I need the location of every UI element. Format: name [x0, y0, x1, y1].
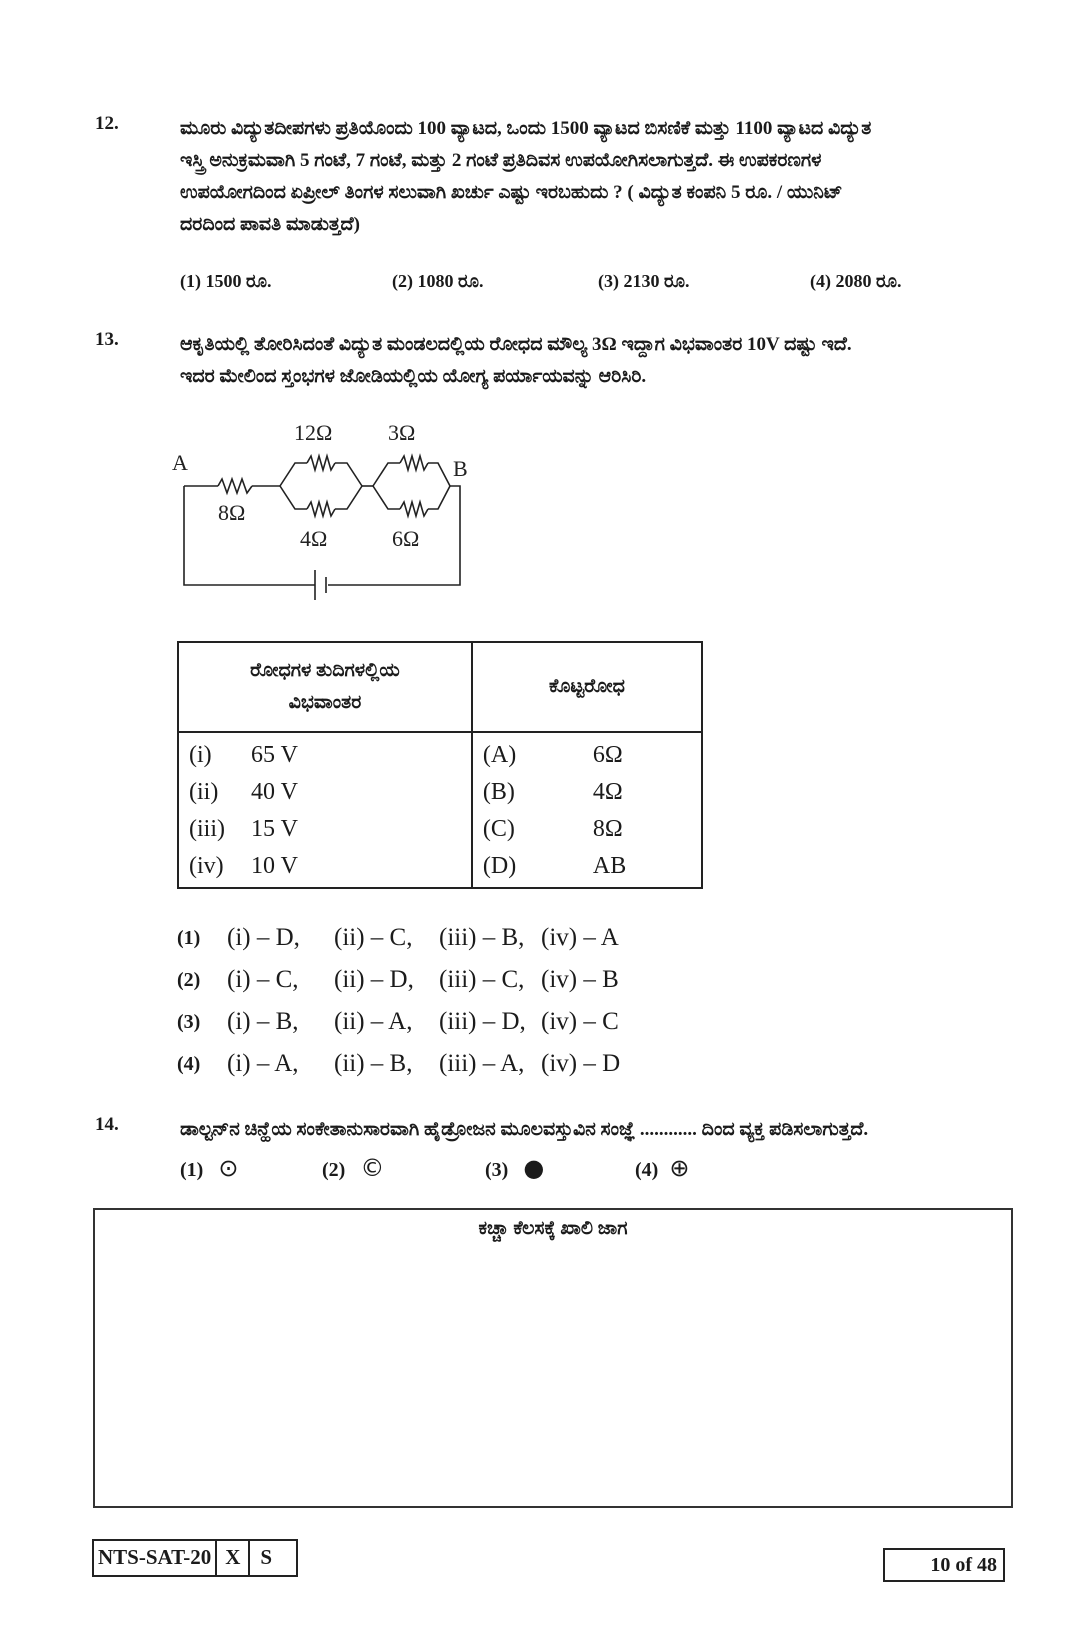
resistor-6-branch [373, 486, 400, 509]
table-header-right: ಕೊಟ್ಟರೋಧ [472, 642, 702, 732]
row-label: (C) [482, 816, 515, 842]
option-4[interactable] [177, 1043, 647, 1085]
option-number: (3) [485, 1159, 509, 1181]
row-value: 10 V [251, 853, 298, 879]
table-row [189, 848, 463, 885]
option-3[interactable]: (3) 2130 ರೂ. [598, 271, 690, 291]
row-value: 15 V [251, 816, 298, 842]
option-part: (iii) – A, [439, 1050, 525, 1077]
resistor-4-branch [280, 486, 307, 509]
table-row [483, 737, 693, 774]
option-number: (2) [322, 1159, 346, 1181]
option-number: (4) [635, 1159, 659, 1181]
resistor-3 [400, 456, 428, 470]
question-line: ಉಪಯೋಗದಿಂದ ಏಪ್ರೀಲ್ ತಿಂಗಳ ಸಲುವಾಗಿ ಖರ್ಚು ಎಷ್ಟು ಇರಬಹುದು ? ( ವಿದ್ಯುತ ಕಂಪನಿ 5 ರೂ. / ಯುನಿಟ್ [180, 182, 843, 203]
matching-table [177, 641, 703, 889]
question-line: ಆಕೃತಿಯಲ್ಲಿ ತೋರಿಸಿದಂತೆ ವಿದ್ಯುತ ಮಂಡಲದಲ್ಲಿಯ ರೋಧದ ಮೌಲ್ಯ 3Ω ಇದ್ದಾಗ ವಿಭವಾಂತರ 10V ದಷ್ಟು ಇದೆ. [180, 334, 852, 355]
question-number: 13. [95, 329, 119, 350]
copyright-icon: © [360, 1154, 385, 1182]
question-line: ಇದರ ಮೇಲಿಂದ ಸ್ತಂಭಗಳ ಜೋಡಿಯಲ್ಲಿಯ ಯೋಗ್ಯ ಪರ್ಯಾಯವನ್ನು ಆರಿಸಿರಿ. [180, 366, 647, 387]
option-part: (i) – B, [227, 1008, 299, 1035]
question-14 [95, 1114, 1025, 1194]
row-value: 65 V [251, 742, 298, 768]
resistor-12-branch [280, 463, 307, 486]
question-text [180, 1114, 1025, 1146]
question-line: ಮೂರು ವಿದ್ಯುತದೀಪಗಳು ಪ್ರತಿಯೊಂದು 100 ವ್ಯಾಟದ, ಒಂದು 1500 ವ್ಯಾಟದ ಬಿಸಣಿಕೆ ಮತ್ತು 1100 ವ್ಯಾಟದ ವಿದ್ಯುತ [180, 118, 872, 139]
option-2[interactable] [177, 959, 647, 1001]
row-label: (A) [482, 742, 517, 768]
label-a: A [172, 450, 188, 475]
option-number: (4) [177, 1053, 201, 1075]
circuit-wire [184, 486, 315, 585]
option-part: (i) – C, [227, 966, 299, 993]
circuit-diagram [170, 420, 490, 605]
resistor-6 [400, 502, 428, 516]
footer-code-box [92, 1539, 298, 1577]
option-number: (3) [177, 1011, 201, 1033]
option-3[interactable] [485, 1154, 544, 1182]
label-6-ohm: 6Ω [392, 526, 420, 551]
resistor-4 [307, 502, 335, 516]
exam-language: S [260, 1545, 273, 1569]
row-value: 6Ω [592, 742, 623, 768]
question-line: ದರದಿಂದ ಪಾವತಿ ಮಾಡುತ್ತದೆ) [180, 214, 360, 235]
table-row [483, 774, 693, 811]
row-label: (D) [482, 853, 517, 879]
exam-class: X [217, 1541, 250, 1575]
row-value: 8Ω [592, 816, 623, 842]
option-3[interactable] [177, 1001, 647, 1043]
option-part: (iv) – A [541, 924, 619, 951]
question-line: ಇಸ್ತ್ರಿ ಅನುಕ್ರಮವಾಗಿ 5 ಗಂಟೆ, 7 ಗಂಟೆ, ಮತ್ತು 2 ಗಂಟೆ ಪ್ರತಿದಿವಸ ಉಪಯೋಗಿಸಲಾಗುತ್ತದೆ. ಈ ಉಪಕರಣಗಳ [180, 150, 822, 171]
resistor-8 [218, 479, 252, 493]
label-b: B [453, 456, 468, 481]
table-header-left [178, 642, 472, 732]
row-label: (iv) [189, 853, 224, 879]
circled-plus-icon: ⊕ [669, 1154, 690, 1182]
rough-work-box[interactable] [93, 1208, 1013, 1508]
option-part: (iii) – C, [439, 966, 525, 993]
exam-code: NTS-SAT-20 [94, 1541, 217, 1575]
row-label: (B) [482, 779, 515, 805]
label-4-ohm: 4Ω [300, 526, 328, 551]
option-part: (iv) – B [541, 966, 619, 993]
option-number: (1) [177, 927, 201, 949]
page-number-box [883, 1548, 1005, 1582]
option-part: (ii) – D, [334, 966, 414, 993]
question-13 [95, 329, 1025, 399]
option-2[interactable]: (2) 1080 ರೂ. [392, 271, 484, 291]
option-part: (i) – A, [227, 1050, 299, 1077]
option-2[interactable] [322, 1154, 384, 1182]
header-line: ವಿಭವಾಂತರ [288, 692, 362, 713]
option-part: (ii) – C, [334, 924, 413, 951]
table-left-column [178, 732, 472, 888]
header-line: ರೋಧಗಳ ತುದಿಗಳಲ್ಲಿಯ [250, 660, 400, 681]
question-number: 14. [95, 1114, 119, 1135]
option-number: (1) [180, 1159, 204, 1181]
row-label: (i) [189, 742, 212, 768]
option-part: (iii) – B, [439, 924, 525, 951]
filled-circle-icon: ● [523, 1154, 545, 1182]
answer-options [177, 917, 647, 1085]
row-value: 40 V [251, 779, 298, 805]
table-row [483, 811, 693, 848]
table-right-column [472, 732, 702, 888]
option-part: (iii) – D, [439, 1008, 526, 1035]
page-number: 10 of 48 [930, 1554, 997, 1576]
row-value: 4Ω [592, 779, 623, 805]
option-part: (ii) – B, [334, 1050, 413, 1077]
question-text [180, 329, 1025, 393]
label-8-ohm: 8Ω [218, 500, 246, 525]
option-4[interactable]: (4) 2080 ರೂ. [810, 271, 902, 291]
question-text [180, 113, 1025, 241]
option-part: (iv) – D [541, 1050, 621, 1077]
label-12-ohm: 12Ω [294, 420, 333, 445]
option-4[interactable] [635, 1154, 689, 1182]
table-row [483, 848, 693, 885]
question-number: 12. [95, 113, 119, 134]
rough-work-title: ಕಚ್ಚಾ ಕೆಲಸಕ್ಕೆ ಖಾಲಿ ಜಾಗ [478, 1218, 628, 1239]
row-label: (ii) [189, 779, 219, 805]
option-1[interactable] [180, 1154, 238, 1182]
question-12 [95, 113, 1025, 303]
table-row [189, 811, 463, 848]
table-row [189, 737, 463, 774]
option-part: (i) – D, [227, 924, 300, 951]
option-1[interactable] [177, 917, 647, 959]
label-3-ohm: 3Ω [388, 420, 416, 445]
resistor-3-branch [373, 463, 400, 486]
table-row [189, 774, 463, 811]
resistor-12 [307, 456, 335, 470]
row-label: (iii) [189, 816, 225, 842]
option-number: (2) [177, 969, 201, 991]
option-part: (ii) – A, [334, 1008, 413, 1035]
question-line: ಡಾಲ್ಟನ್‌ನ ಚಿನ್ಹೆಯ ಸಂಕೇತಾನುಸಾರವಾಗಿ ಹೈಡ್ರೋಜನ ಮೂಲವಸ್ತುವಿನ ಸಂಜ್ಞೆ ............ ದಿಂದ ವ್ಯಕ್ತ ಪಡಿಸಲಾಗುತ್ತದೆ. [180, 1119, 869, 1140]
dot-circle-icon: ⊙ [218, 1154, 239, 1182]
option-1[interactable]: (1) 1500 ರೂ. [180, 271, 272, 291]
row-value: AB [592, 853, 627, 879]
option-part: (iv) – C [541, 1008, 619, 1035]
